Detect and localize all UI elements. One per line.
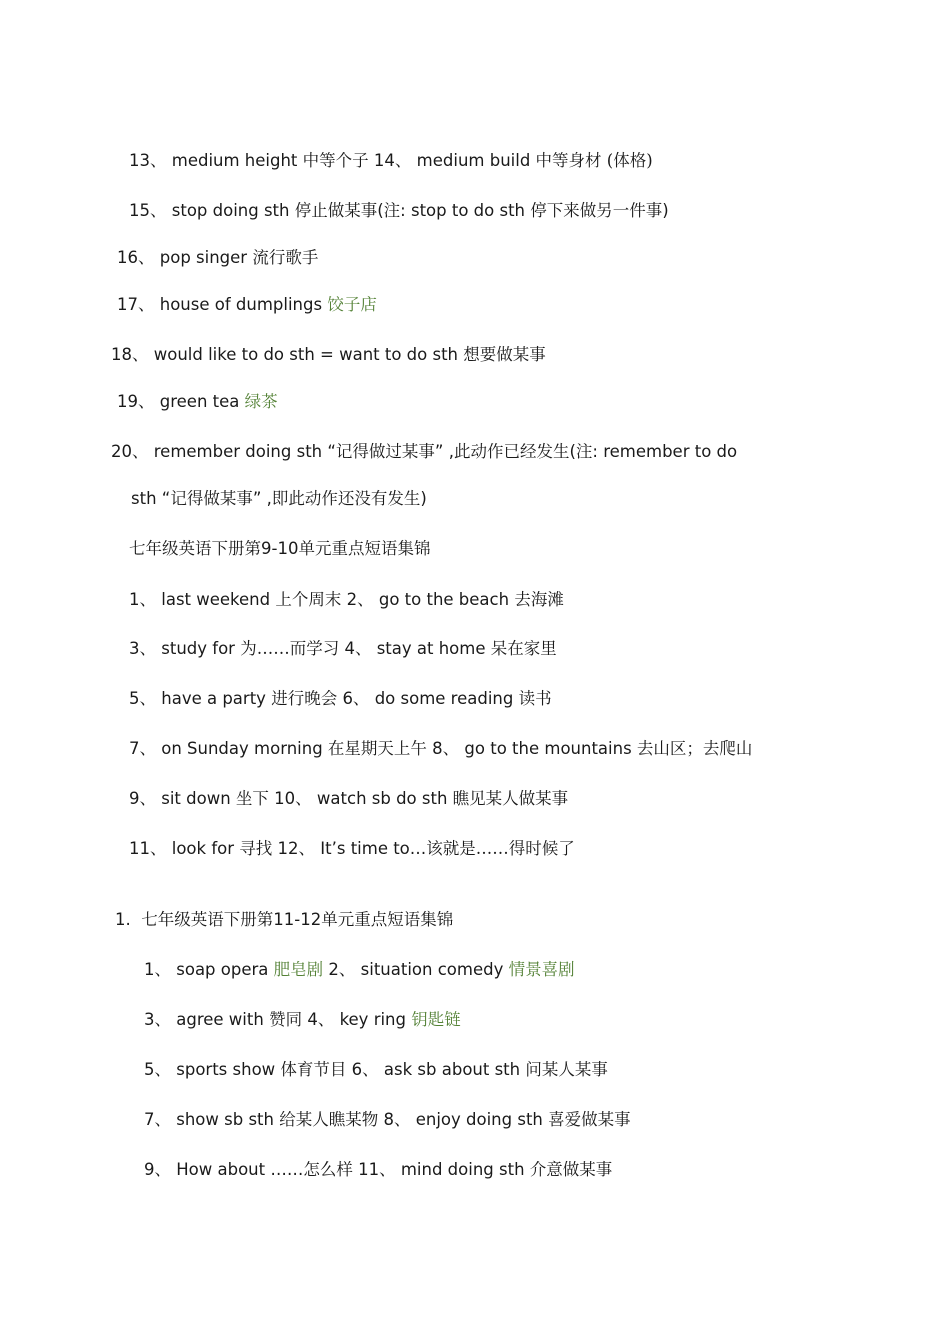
item-number: 5、	[129, 689, 156, 708]
phrase-punct: ” ,	[434, 442, 454, 461]
phrase-cn: 坐下	[235, 789, 275, 808]
item-number: 7、	[144, 1110, 171, 1129]
phrase-cn: 即此动作还没有发生	[271, 489, 421, 508]
phrase-cn: 中等个子	[302, 151, 374, 170]
item-number: 1、	[129, 590, 156, 609]
phrase-line-13	[129, 150, 653, 172]
phrase-en: It’s time to…	[320, 839, 427, 858]
phrase-cn: 停止做某事	[294, 201, 378, 220]
phrase-cn: 此动作已经发生	[453, 442, 570, 461]
phrase-line-5-6	[129, 688, 552, 710]
phrase-en: go to the mountains	[464, 739, 637, 758]
phrase-line-7-8-b	[144, 1109, 631, 1131]
heading-text: 七年级英语下册第	[141, 910, 274, 929]
section-heading-units-11-12	[115, 909, 453, 931]
item-number: 15、	[129, 201, 167, 220]
phrase-cn: 介意做某事	[529, 1160, 613, 1179]
phrase-line-11-12	[129, 838, 575, 860]
phrase-cn-highlight: 饺子店	[327, 295, 377, 314]
phrase-line-16	[117, 247, 318, 269]
phrase-line-1-2-b	[144, 959, 575, 981]
item-number: 10、	[274, 789, 317, 808]
phrase-line-20	[111, 441, 737, 463]
phrase-en: situation comedy	[360, 960, 509, 979]
phrase-en: house of dumplings	[159, 295, 328, 314]
phrase-en: ask sb about sth	[383, 1060, 526, 1079]
heading-units: 9-10	[261, 539, 299, 558]
phrase-punct: ” ,	[252, 489, 272, 508]
phrase-cn: 停下来做另一件事	[530, 201, 663, 220]
item-number: 6、	[351, 1060, 384, 1079]
phrase-cn-highlight: 绿茶	[244, 392, 278, 411]
phrase-en: do some reading	[374, 689, 519, 708]
phrase-en: have a party	[161, 689, 272, 708]
phrase-cn: 给某人瞧某物	[279, 1110, 384, 1129]
phrase-note: (注: remember to do	[569, 442, 738, 461]
phrase-en: medium build	[416, 151, 536, 170]
heading-text: 七年级英语下册第	[129, 539, 261, 558]
phrase-note: )	[662, 201, 669, 220]
phrase-cn: 上个周末	[275, 590, 347, 609]
phrase-en: sth “	[131, 489, 171, 508]
phrase-en: would like to do sth = want to do sth	[153, 345, 464, 364]
phrase-cn: 体育节目	[280, 1060, 352, 1079]
phrase-cn: 记得做某事	[170, 489, 253, 508]
phrase-en: green tea	[159, 392, 245, 411]
heading-text: 单元重点短语集锦	[321, 910, 454, 929]
phrase-en: mind doing sth	[400, 1160, 530, 1179]
phrase-line-18	[111, 344, 546, 366]
phrase-cn-highlight: 钥匙链	[411, 1010, 461, 1029]
phrase-line-3-4-b	[144, 1009, 461, 1031]
item-number: 4、	[344, 639, 377, 658]
phrase-en: pop singer	[159, 248, 253, 267]
item-number: 11、	[358, 1160, 401, 1179]
phrase-en: medium height	[171, 151, 303, 170]
phrase-en: study for	[161, 639, 241, 658]
phrase-en: show sb sth	[176, 1110, 280, 1129]
item-number: 2、	[328, 960, 361, 979]
item-number: 11、	[129, 839, 167, 858]
phrase-cn: 流行歌手	[252, 248, 319, 267]
item-number: 20、	[111, 442, 149, 461]
phrase-en: sit down	[161, 789, 236, 808]
phrase-line-15	[129, 200, 669, 222]
phrase-note: (注: stop to do sth	[377, 201, 531, 220]
item-number: 12、	[277, 839, 321, 858]
item-number: 8、	[383, 1110, 416, 1129]
item-number: 6、	[342, 689, 375, 708]
item-number: 17、	[117, 295, 155, 314]
phrase-en: soap opera	[176, 960, 274, 979]
phrase-line-5-6-b	[144, 1059, 608, 1081]
phrase-en: look for	[171, 839, 240, 858]
item-number: 3、	[129, 639, 156, 658]
phrase-cn-highlight: 情景喜剧	[508, 960, 575, 979]
phrase-line-20-continued	[131, 488, 427, 510]
item-number: 4、	[307, 1010, 340, 1029]
phrase-cn: 为……而学习	[240, 639, 345, 658]
phrase-cn: 中等身材	[535, 151, 607, 170]
phrase-cn: 呆在家里	[490, 639, 557, 658]
phrase-cn: 在星期天上午	[327, 739, 433, 758]
phrase-note: (体格)	[606, 151, 653, 170]
section-heading-units-9-10	[129, 538, 430, 560]
item-number: 16、	[117, 248, 155, 267]
phrase-cn: 读书	[518, 689, 552, 708]
phrase-cn: 怎么样	[303, 1160, 359, 1179]
phrase-cn: 赞同	[269, 1010, 308, 1029]
phrase-cn: 该就是……得时候了	[426, 839, 575, 858]
item-number: 19、	[117, 392, 155, 411]
phrase-line-9-11-b	[144, 1159, 612, 1181]
phrase-cn: 去海滩	[514, 590, 564, 609]
phrase-en: key ring	[339, 1010, 412, 1029]
phrase-cn: 瞧见某人做某事	[452, 789, 569, 808]
phrase-en: stop doing sth	[171, 201, 295, 220]
phrase-note: )	[420, 489, 427, 508]
phrase-line-19	[117, 391, 278, 413]
phrase-cn: 进行晚会	[271, 689, 343, 708]
phrase-line-1-2	[129, 589, 564, 611]
phrase-en: on Sunday morning	[161, 739, 328, 758]
phrase-en: How about ……	[176, 1160, 304, 1179]
heading-text: 单元重点短语集锦	[298, 539, 431, 558]
phrase-en: watch sb do sth	[316, 789, 453, 808]
item-number: 9、	[144, 1160, 171, 1179]
phrase-cn: 想要做某事	[463, 345, 546, 364]
item-number: 9、	[129, 789, 156, 808]
phrase-en: remember doing sth “	[153, 442, 336, 461]
phrase-cn: 去山区；去爬山	[636, 739, 753, 758]
phrase-en: agree with	[176, 1010, 270, 1029]
phrase-cn: 问某人某事	[525, 1060, 608, 1079]
phrase-cn: 喜爱做某事	[548, 1110, 631, 1129]
phrase-en: last weekend	[161, 590, 276, 609]
item-number: 8、	[432, 739, 465, 758]
phrase-en: go to the beach	[378, 590, 515, 609]
phrase-en: stay at home	[376, 639, 491, 658]
item-number: 3、	[144, 1010, 171, 1029]
phrase-line-7-8	[129, 738, 752, 760]
item-number: 18、	[111, 345, 149, 364]
phrase-en: enjoy doing sth	[415, 1110, 549, 1129]
phrase-line-9-10	[129, 788, 568, 810]
phrase-line-17	[117, 294, 377, 316]
phrase-cn: 寻找	[239, 839, 278, 858]
phrase-line-3-4	[129, 638, 557, 660]
item-number: 14、	[373, 151, 417, 170]
item-number: 7、	[129, 739, 156, 758]
heading-units: 11-12	[273, 910, 322, 929]
phrase-en: sports show	[176, 1060, 281, 1079]
phrase-cn-highlight: 肥皂剧	[273, 960, 329, 979]
item-number: 1、	[144, 960, 171, 979]
item-number: 5、	[144, 1060, 171, 1079]
item-number: 13、	[129, 151, 167, 170]
phrase-cn: 记得做过某事	[335, 442, 435, 461]
item-number: 2、	[346, 590, 379, 609]
list-number: 1.	[115, 910, 131, 929]
